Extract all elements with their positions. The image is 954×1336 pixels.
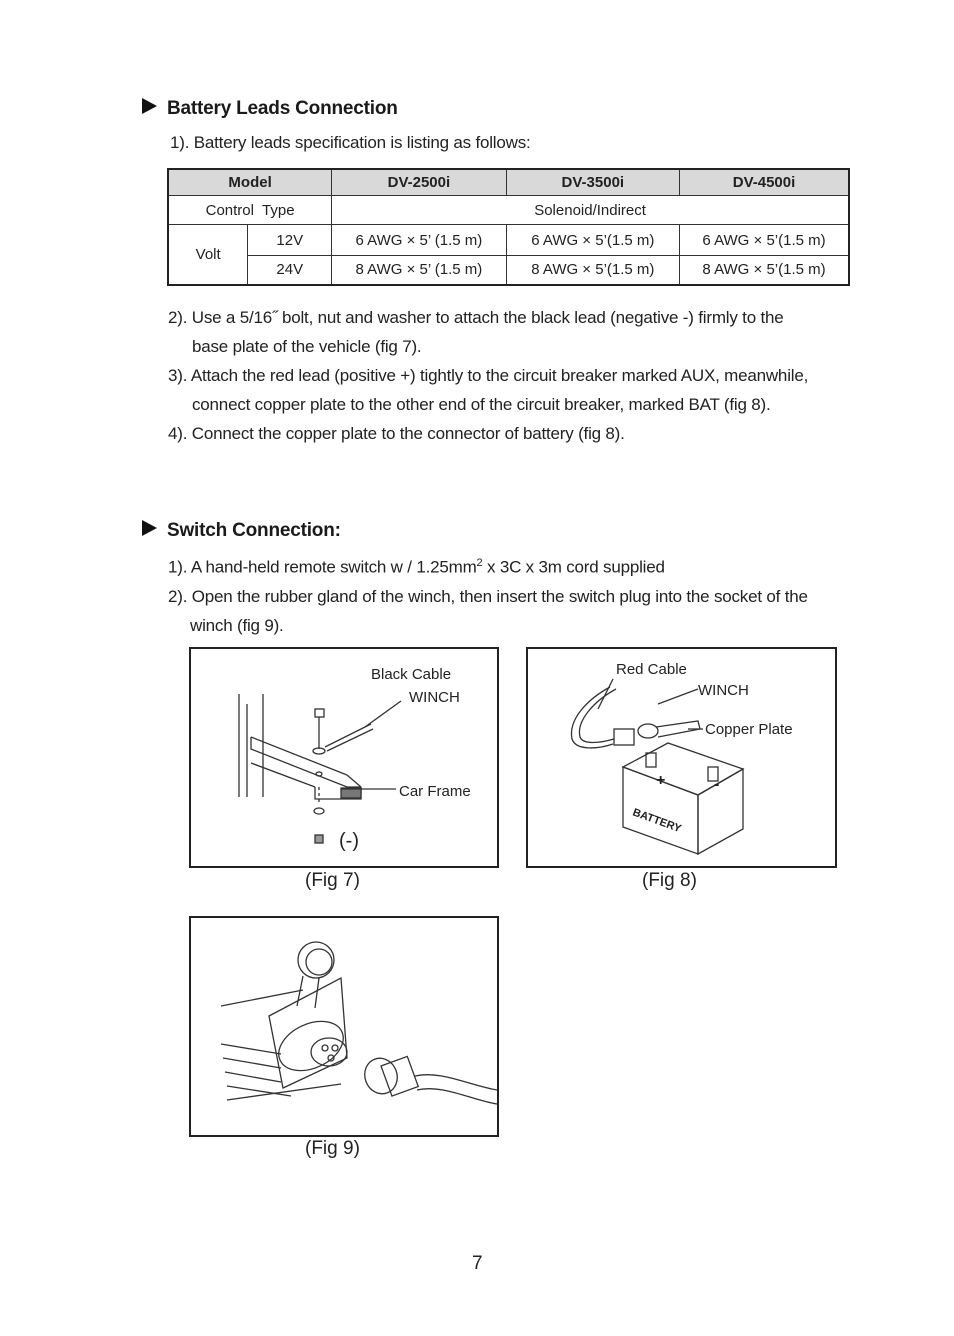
table-cell: 6 AWG × 5’(1.5 m) bbox=[506, 225, 679, 256]
control-type-value: Solenoid/Indirect bbox=[332, 196, 849, 225]
copper-plate-label: Copper Plate bbox=[705, 721, 793, 738]
table-row bbox=[168, 196, 849, 225]
section-title-battery: Battery Leads Connection bbox=[167, 98, 398, 119]
step-text: base plate of the vehicle (fig 7). bbox=[192, 337, 422, 356]
table-cell: 8 AWG × 5’(1.5 m) bbox=[506, 256, 679, 285]
figure-8-caption: (Fig 8) bbox=[642, 870, 697, 891]
red-cable-label: Red Cable bbox=[616, 661, 687, 678]
step-text-part: 1). A hand-held remote switch w / 1.25mm bbox=[168, 557, 477, 577]
step-text: connect copper plate to the other end of the circuit breaker, marked BAT (fig 8). bbox=[192, 395, 771, 414]
page-number: 7 bbox=[472, 1253, 483, 1274]
battery-diagram bbox=[528, 649, 835, 866]
section-bullet-icon bbox=[142, 98, 157, 114]
step-text: winch (fig 9). bbox=[190, 615, 284, 635]
table-row bbox=[168, 225, 849, 256]
step-text bbox=[168, 549, 808, 582]
table-cell: 8 AWG × 5’(1.5 m) bbox=[680, 256, 849, 285]
plus-label: + bbox=[656, 772, 666, 789]
table-header-cell: Model bbox=[168, 169, 332, 196]
battery-leads-table bbox=[167, 168, 850, 286]
figure-7-caption: (Fig 7) bbox=[305, 870, 360, 891]
table-row bbox=[168, 256, 849, 285]
table-cell: 12V bbox=[248, 225, 332, 256]
table-cell: 6 AWG × 5’ (1.5 m) bbox=[332, 225, 506, 256]
table-header-cell: DV-3500i bbox=[506, 169, 679, 196]
figure-9-caption: (Fig 9) bbox=[305, 1138, 360, 1159]
superscript: 2 bbox=[476, 557, 483, 569]
car-frame-label: Car Frame bbox=[399, 783, 471, 800]
battery-steps bbox=[168, 303, 808, 448]
figure-7-box bbox=[189, 647, 499, 868]
switch-steps bbox=[168, 549, 808, 640]
switch-socket-diagram bbox=[191, 918, 497, 1135]
black-cable-label: Black Cable bbox=[371, 666, 452, 683]
section-bullet-icon bbox=[142, 520, 157, 536]
table-cell: 24V bbox=[248, 256, 332, 285]
section-title-switch: Switch Connection: bbox=[167, 520, 341, 541]
battery-intro: 1). Battery leads specification is listing as follows: bbox=[170, 133, 531, 152]
table-header-cell: DV-4500i bbox=[680, 169, 849, 196]
table-header-cell: DV-2500i bbox=[332, 169, 506, 196]
step-text: 4). Connect the copper plate to the connector of battery (fig 8). bbox=[168, 424, 625, 443]
figure-9-box bbox=[189, 916, 499, 1137]
step-text: 2). Open the rubber gland of the winch, then insert the switch plug into the socket of the bbox=[168, 586, 808, 606]
step-text-part: x 3C x 3m cord supplied bbox=[482, 557, 665, 577]
step-text: 2). Use a 5/16˝ bolt, nut and washer to attach the black lead (negative -) firmly to the bbox=[168, 308, 784, 327]
winch-label: WINCH bbox=[698, 682, 749, 699]
minus-label: - bbox=[714, 776, 720, 793]
figure-8-box bbox=[526, 647, 837, 868]
car-frame-diagram bbox=[191, 649, 497, 866]
battery-label: BATTERY bbox=[630, 806, 683, 836]
table-cell: 6 AWG × 5’(1.5 m) bbox=[680, 225, 849, 256]
table-header-row bbox=[168, 169, 849, 196]
step-text: 3). Attach the red lead (positive +) tightly to the circuit breaker marked AUX, meanwhile, bbox=[168, 366, 809, 385]
table-cell: 8 AWG × 5’ (1.5 m) bbox=[332, 256, 506, 285]
negative-label: (-) bbox=[339, 830, 359, 852]
volt-label: Volt bbox=[168, 225, 248, 285]
control-type-label: Control Type bbox=[168, 196, 332, 225]
winch-label: WINCH bbox=[409, 689, 460, 706]
